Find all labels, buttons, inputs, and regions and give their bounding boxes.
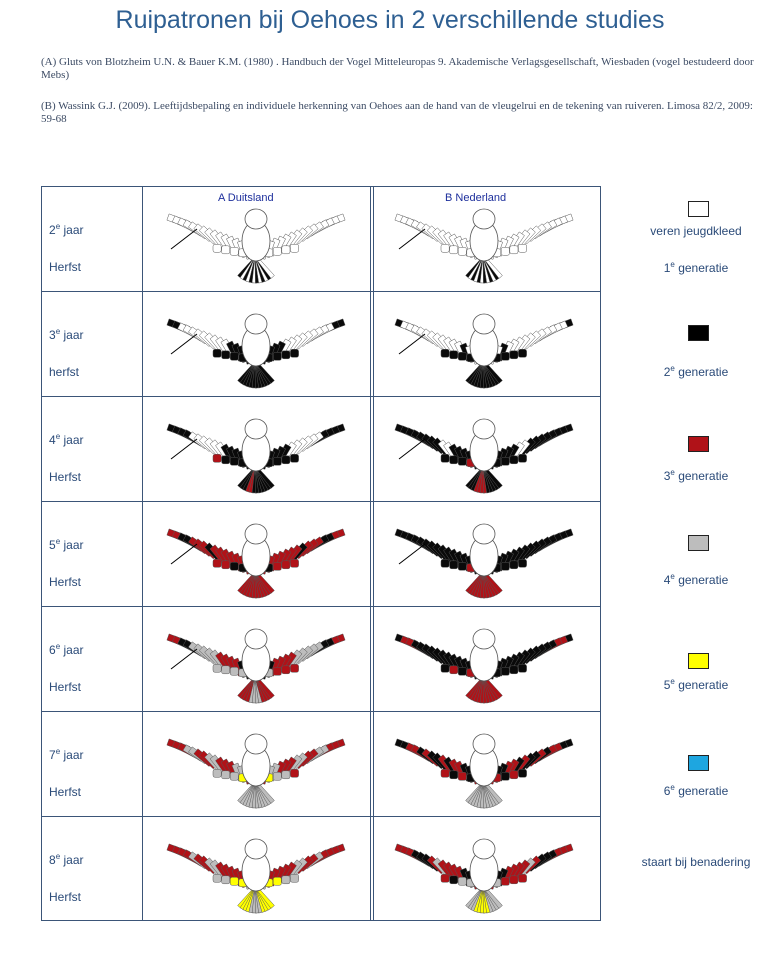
covert-feather (510, 456, 518, 464)
covert-feather (282, 246, 290, 254)
row-season-label: Herfst (49, 575, 82, 589)
covert-feather (518, 349, 526, 357)
covert-feather (222, 666, 230, 674)
covert-feather (441, 454, 449, 462)
owl-moult-diagram (379, 611, 589, 707)
row-year-label (49, 747, 83, 762)
year-number: 2 (49, 223, 56, 237)
covert-feather (458, 457, 466, 465)
legend-suffix: e (670, 572, 675, 581)
bird-cell-b (379, 716, 589, 817)
year-word: jaar (60, 433, 84, 447)
covert-feather (282, 771, 290, 779)
legend-label (626, 364, 766, 379)
covert-feather (213, 769, 221, 777)
table-column-rule (600, 186, 601, 921)
year-word: jaar (60, 328, 84, 342)
legend-text-suffix: generatie (674, 469, 729, 483)
bird-cell-b (379, 821, 589, 922)
covert-feather (222, 456, 230, 464)
legend-text-suffix: generatie (674, 573, 729, 587)
owl-moult-diagram (151, 296, 361, 392)
covert-feather (290, 244, 298, 252)
covert-feather (213, 874, 221, 882)
legend-swatch (688, 325, 709, 341)
covert-feather (273, 352, 281, 360)
legend-swatch (688, 755, 709, 771)
legend-label (626, 677, 766, 692)
covert-feather (510, 666, 518, 674)
year-number: 7 (49, 748, 56, 762)
row-season-label: herfst (49, 365, 80, 379)
owl-head (245, 209, 267, 229)
year-word: jaar (60, 643, 84, 657)
legend-text: 6 (663, 784, 671, 798)
covert-feather (230, 562, 238, 570)
covert-feather (458, 562, 466, 570)
covert-feather (518, 769, 526, 777)
owl-head (473, 209, 495, 229)
owl-moult-diagram (151, 716, 361, 812)
bird-cell-a (151, 191, 361, 292)
covert-feather (510, 771, 518, 779)
legend-text: 4 (663, 573, 671, 587)
covert-feather (501, 877, 509, 885)
legend-text: 2 (663, 365, 671, 379)
covert-feather (290, 874, 298, 882)
legend-swatch (688, 201, 709, 217)
covert-feather (213, 559, 221, 567)
covert-feather (518, 664, 526, 672)
covert-feather (510, 561, 518, 569)
moult-limit-line (171, 544, 197, 564)
covert-feather (450, 876, 458, 884)
covert-feather (273, 457, 281, 465)
legend-text-suffix: generatie (674, 784, 729, 798)
covert-feather (230, 352, 238, 360)
covert-feather (290, 769, 298, 777)
year-word: jaar (60, 223, 84, 237)
moult-limit-line (171, 439, 197, 459)
owl-head (473, 524, 495, 544)
reference-a: (A) Gluts von Blotzheim U.N. & Bauer K.M. (1980) . Handbuch der Vogel Mitteleuropas 9. Akademische Verlagsgesellschaft, Wiesbaden (vogel bestudeerd door Mebs) (41, 56, 754, 81)
covert-feather (450, 666, 458, 674)
covert-feather (230, 247, 238, 255)
bird-cell-b (379, 611, 589, 712)
legend-suffix: e (670, 468, 675, 477)
covert-feather (290, 454, 298, 462)
owl-moult-diagram (379, 296, 589, 392)
column-header-a: A Duitsland (218, 192, 274, 204)
covert-feather (450, 771, 458, 779)
year-suffix: e (55, 642, 61, 651)
year-word: jaar (60, 748, 84, 762)
owl-head (245, 734, 267, 754)
owl-moult-diagram (151, 401, 361, 497)
owl-moult-diagram (151, 611, 361, 707)
year-suffix: e (55, 747, 61, 756)
covert-feather (273, 562, 281, 570)
covert-feather (222, 771, 230, 779)
bird-cell-a (151, 821, 361, 922)
covert-feather (450, 561, 458, 569)
row-season-label: Herfst (49, 785, 82, 799)
covert-feather (441, 769, 449, 777)
covert-feather (441, 874, 449, 882)
covert-feather (501, 562, 509, 570)
bird-cell-b (379, 296, 589, 397)
covert-feather (441, 559, 449, 567)
table-column-rule (142, 186, 143, 921)
table-column-rule (41, 186, 42, 921)
row-year-label (49, 432, 83, 447)
year-word: jaar (60, 853, 84, 867)
covert-feather (458, 667, 466, 675)
covert-feather (282, 561, 290, 569)
year-suffix: e (55, 537, 61, 546)
bird-cell-a (151, 296, 361, 397)
year-number: 8 (49, 853, 56, 867)
legend-suffix: e (670, 783, 675, 792)
owl-head (245, 524, 267, 544)
covert-feather (458, 877, 466, 885)
covert-feather (501, 772, 509, 780)
legend-text: veren jeugdkleed (650, 224, 742, 238)
covert-feather (273, 877, 281, 885)
covert-feather (222, 561, 230, 569)
covert-feather (450, 246, 458, 254)
moult-limit-line (171, 229, 197, 249)
year-suffix: e (55, 222, 61, 231)
covert-feather (222, 351, 230, 359)
covert-feather (213, 349, 221, 357)
owl-head (245, 839, 267, 859)
bird-cell-a (151, 401, 361, 502)
covert-feather (213, 454, 221, 462)
covert-feather (501, 457, 509, 465)
legend-swatch (688, 436, 709, 452)
covert-feather (450, 351, 458, 359)
legend-suffix: e (670, 364, 675, 373)
bird-cell-a (151, 716, 361, 817)
covert-feather (510, 876, 518, 884)
year-number: 4 (49, 433, 56, 447)
row-season-label: Herfst (49, 680, 82, 694)
owl-head (473, 419, 495, 439)
reference-b: (B) Wassink G.J. (2009). Leeftijdsbepaling en individuele herkenning van Oehoes aan de hand van de vleugelrui en de tekening van ruiveren. Limosa 82/2, 2009: 59-68 (41, 100, 753, 125)
legend-label (626, 468, 766, 483)
covert-feather (290, 559, 298, 567)
year-number: 3 (49, 328, 56, 342)
legend-text: 3 (663, 469, 671, 483)
covert-feather (458, 247, 466, 255)
owl-moult-diagram (379, 401, 589, 497)
covert-feather (222, 876, 230, 884)
owl-head (473, 314, 495, 334)
row-year-label (49, 642, 83, 657)
year-number: 6 (49, 643, 56, 657)
covert-feather (282, 666, 290, 674)
covert-feather (518, 874, 526, 882)
covert-feather (441, 349, 449, 357)
covert-feather (441, 244, 449, 252)
covert-feather (501, 352, 509, 360)
owl-moult-diagram (379, 191, 589, 287)
legend-label (626, 224, 766, 238)
covert-feather (518, 244, 526, 252)
table-rule (41, 186, 601, 187)
owl-head (245, 629, 267, 649)
covert-feather (450, 456, 458, 464)
covert-feather (441, 664, 449, 672)
covert-feather (230, 667, 238, 675)
legend-text-suffix: generatie (674, 678, 729, 692)
moult-limit-line (171, 649, 197, 669)
legend-text-suffix: generatie (674, 365, 729, 379)
legend-text: 5 (663, 678, 671, 692)
covert-feather (213, 664, 221, 672)
covert-feather (290, 664, 298, 672)
covert-feather (458, 352, 466, 360)
bird-cell-b (379, 401, 589, 502)
row-season-label: Herfst (49, 890, 82, 904)
legend-label (626, 855, 766, 869)
row-season-label: Herfst (49, 260, 82, 274)
covert-feather (501, 667, 509, 675)
table-column-rule (370, 186, 374, 921)
legend-swatch (688, 653, 709, 669)
owl-head (245, 314, 267, 334)
covert-feather (230, 877, 238, 885)
row-year-label (49, 852, 83, 867)
legend-label (626, 260, 766, 275)
covert-feather (518, 559, 526, 567)
covert-feather (282, 351, 290, 359)
covert-feather (510, 351, 518, 359)
moult-limit-line (399, 544, 425, 564)
moult-table (41, 186, 601, 948)
moult-limit-line (399, 334, 425, 354)
covert-feather (230, 772, 238, 780)
covert-feather (510, 246, 518, 254)
legend-label (626, 572, 766, 587)
covert-feather (501, 247, 509, 255)
moult-limit-line (399, 229, 425, 249)
owl-moult-diagram (151, 191, 361, 287)
covert-feather (282, 876, 290, 884)
covert-feather (273, 772, 281, 780)
owl-head (473, 629, 495, 649)
legend-label (626, 783, 766, 798)
legend-text: 1 (663, 261, 671, 275)
owl-head (473, 734, 495, 754)
covert-feather (273, 247, 281, 255)
year-number: 5 (49, 538, 56, 552)
covert-feather (213, 244, 221, 252)
bird-cell-a (151, 506, 361, 607)
row-year-label (49, 222, 83, 237)
covert-feather (230, 457, 238, 465)
page-title: Ruipatronen bij Oehoes in 2 verschillende studies (115, 6, 665, 34)
moult-limit-line (399, 439, 425, 459)
year-suffix: e (55, 327, 61, 336)
legend-swatch (688, 535, 709, 551)
moult-limit-line (171, 334, 197, 354)
owl-moult-diagram (379, 821, 589, 917)
owl-moult-diagram (151, 506, 361, 602)
bird-cell-a (151, 611, 361, 712)
bird-cell-b (379, 506, 589, 607)
covert-feather (458, 772, 466, 780)
year-suffix: e (55, 432, 61, 441)
owl-moult-diagram (379, 506, 589, 602)
row-year-label (49, 537, 83, 552)
covert-feather (273, 667, 281, 675)
legend-suffix: e (670, 260, 675, 269)
column-header-b: B Nederland (445, 192, 507, 204)
covert-feather (282, 456, 290, 464)
covert-feather (518, 454, 526, 462)
row-year-label (49, 327, 83, 342)
covert-feather (222, 246, 230, 254)
legend-suffix: e (670, 677, 675, 686)
row-season-label: Herfst (49, 470, 82, 484)
bird-cell-b (379, 191, 589, 292)
year-suffix: e (55, 852, 61, 861)
owl-moult-diagram (379, 716, 589, 812)
legend-text-suffix: generatie (674, 261, 729, 275)
legend-text: staart bij benadering (641, 855, 751, 869)
covert-feather (290, 349, 298, 357)
owl-head (473, 839, 495, 859)
owl-head (245, 419, 267, 439)
year-word: jaar (60, 538, 84, 552)
owl-moult-diagram (151, 821, 361, 917)
